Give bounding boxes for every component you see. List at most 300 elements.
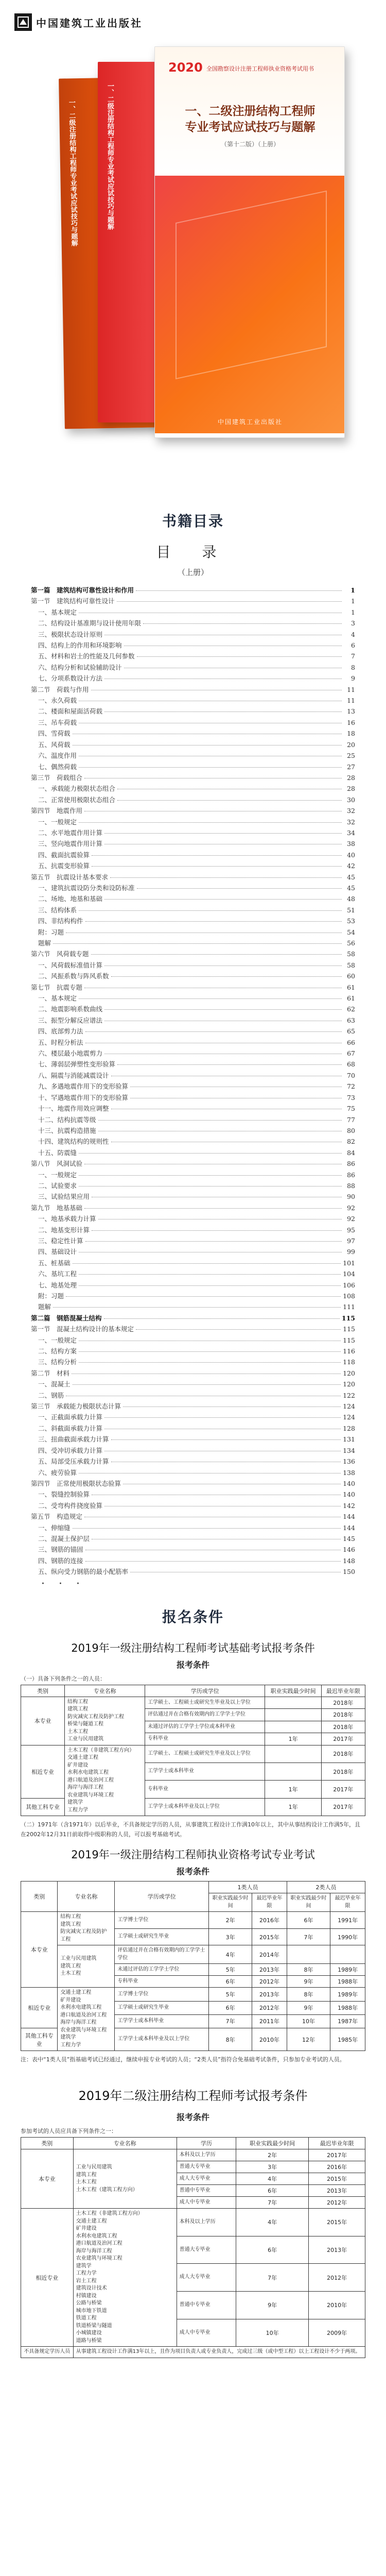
book-cover-section [0, 0, 386, 495]
table-header-row [21, 1685, 365, 1697]
graduation-year-cell: 1989年 [330, 1964, 365, 1976]
table-row [21, 1945, 365, 1964]
category-cell: 本专业 [21, 1912, 58, 1988]
graduation-year-cell: 2010年 [309, 2291, 365, 2319]
toc-entry [31, 1136, 355, 1147]
toc-leader-dots [53, 943, 342, 944]
graduation-year-cell [330, 1945, 365, 1964]
major-cell: 土木工程（非建筑工程方向） 交通土建工程 矿井建设 水利水电建筑工程 港口航道及治河工程 海岸与海洋工程 农业建筑与环境工程 建筑学 工程力学 岩土工程 建筑设计技术 村镇建设 公路与桥梁 城市地下铁道 铁道工程 铁道桥梁与隧道 小城镇建设 道路与桥梁 [73, 2209, 177, 2347]
toc-entry-page: 88 [347, 1181, 355, 1190]
toc-entry-page: 1 [351, 597, 355, 605]
toc-entry [31, 1544, 355, 1555]
toc-entry-page: 131 [343, 1435, 355, 1444]
toc-leader-dots [98, 1120, 342, 1121]
toc-entry-page: 101 [343, 1259, 355, 1267]
degree-cell: 普通中专毕业 [177, 2291, 236, 2319]
toc-entry-title: 一、风荷载标准值计算 [38, 961, 103, 969]
practice-years-cell: 4年 [236, 2209, 309, 2236]
table-header-cell: 类别 [21, 1685, 65, 1697]
toc-entry-title: 第三节 承载能力极限状态计算 [31, 1402, 121, 1411]
toc-entry-title: 二、楼面和屋面活荷载 [38, 707, 103, 716]
toc-entry [31, 1059, 355, 1070]
toc-entry-page: 140 [343, 1490, 355, 1499]
table-header-row [21, 2138, 365, 2149]
practice-years-cell: 6年 [209, 1976, 252, 1988]
graduation-year-cell: 2014年 [252, 1945, 287, 1964]
toc-entry-title: 二、地震影响系数曲线 [38, 1005, 103, 1013]
toc-entry [31, 728, 355, 739]
toc-leader-dots [73, 1384, 341, 1385]
toc-entry-page: 32 [347, 807, 355, 815]
toc-entry-title: 六、温度作用 [38, 752, 77, 760]
toc-entry-page: 128 [343, 1424, 355, 1432]
exam-table-3-subtitle: 报考条件 [176, 2112, 209, 2123]
toc-entry-title: 三、扭曲截面承载力计算 [38, 1435, 109, 1444]
degree-cell: 普通中专毕业 [177, 2185, 236, 2197]
toc-entry-page: 75 [347, 1105, 355, 1113]
practice-years-cell [287, 1945, 330, 1964]
exam-table-2 [21, 1881, 365, 2051]
table-of-contents [0, 541, 386, 1590]
graduation-year-cell: 2016年 [252, 1912, 287, 1929]
toc-entry-page: 115 [343, 1336, 355, 1344]
toc-entry-page: 77 [347, 1115, 355, 1124]
toc-entry [31, 794, 355, 805]
category-cell: 本专业 [21, 2149, 74, 2209]
table-header-cell: 学历或学位 [115, 1882, 209, 1912]
toc-entry [31, 1246, 355, 1257]
toc-entry [31, 860, 355, 871]
toc-entry [31, 971, 355, 981]
toc-entry-page: 67 [347, 1049, 355, 1058]
toc-leader-dots [79, 822, 342, 823]
toc-entry-title: 一、基本规定 [38, 608, 77, 616]
toc-entry-page: 32 [347, 818, 355, 826]
graduation-year-cell: 2018年 [321, 1709, 365, 1721]
toc-entry-title: 第三节 荷载组合 [31, 773, 83, 782]
toc-entry-page: 54 [347, 928, 355, 936]
degree-cell: 普通大专毕业 [177, 2161, 236, 2173]
graduation-year-cell: 2018年 [321, 1721, 365, 1733]
graduation-year-cell: 2018年 [321, 1762, 365, 1780]
table-header-cell: 职业实践最少时间 [209, 1893, 252, 1912]
toc-entry-title: 十五、防震缝 [38, 1148, 77, 1157]
graduation-year-cell: 1989年 [330, 1988, 365, 2001]
toc-entry-title: 第四节 正常使用极限状态验算 [31, 1479, 121, 1487]
table-header-cell: 最迟毕业年限 [309, 2138, 365, 2149]
exam-table-1-title: 2019年一级注册结构工程师考试基础考试报考条件 [71, 1641, 315, 1654]
exam-table-2-paragraph: 注：表中“1类人员”指基础考试已经通过，继续申报专业考试的人员；“2类人员”指符合免基础考试条件，只参加专业考试的人员。 [21, 2056, 345, 2063]
table-row [21, 1745, 365, 1762]
toc-entry-page: 40 [347, 851, 355, 859]
toc-entry [31, 1401, 355, 1412]
book-spine-title: 一、二级注册结构工程师专业考试应试技巧与题解 [67, 99, 78, 247]
category-cell: 相近专业 [21, 2209, 74, 2347]
graduation-year-cell: 2018年 [321, 1745, 365, 1762]
toc-entry [31, 805, 355, 816]
exam-table-2-title: 2019年一级注册结构工程师执业资格考试专业考试 [71, 1849, 315, 1861]
toc-entry [31, 618, 355, 629]
toc-entry-page: 9 [351, 674, 355, 683]
toc-entry [31, 1434, 355, 1445]
toc-entry-page: 1 [351, 608, 355, 616]
table-header-cell: 最迟毕业年限 [321, 1685, 365, 1697]
toc-list [31, 585, 355, 1578]
exam-table-1 [21, 1685, 365, 1817]
toc-entry [31, 1070, 355, 1081]
cover-graphic [155, 176, 345, 433]
major-cell: 结构工程 建筑工程 防灾减灾工程及防护工程 [58, 1912, 115, 1945]
toc-entry-title: 五、材料和岩土的性能及几何参数 [38, 652, 135, 660]
book-cover-front [154, 46, 345, 438]
table-header-cell: 专业名称 [73, 2138, 177, 2149]
toc-leader-dots [79, 1175, 342, 1176]
toc-entry [31, 993, 355, 1004]
practice-years-cell: 12年 [287, 2028, 330, 2051]
practice-years-cell: 1年 [265, 1733, 321, 1745]
toc-entry-title: 四、雪荷载 [38, 730, 71, 738]
toc-entry-page: 144 [343, 1523, 355, 1532]
major-cell: 工业与民用建筑 建筑工程 土木工程 [58, 1945, 115, 1988]
conditions-title: 报名条件 [162, 1608, 224, 1625]
toc-entry-page: 11 [347, 697, 355, 705]
toc-leader-dots [143, 623, 342, 624]
toc-entry [31, 1258, 355, 1268]
toc-entry-page: 34 [347, 828, 355, 837]
graduation-year-cell: 2013年 [252, 1964, 287, 1976]
toc-entry-page: 150 [343, 1568, 355, 1576]
toc-entry-page: 4 [351, 630, 355, 638]
toc-leader-dots [79, 910, 342, 911]
graduation-year-cell: 1987年 [330, 2014, 365, 2028]
graduation-year-cell: 2015年 [309, 2173, 365, 2185]
toc-entry [31, 673, 355, 684]
toc-entry [31, 1225, 355, 1235]
toc-entry [31, 938, 355, 948]
toc-entry-page: 116 [343, 1347, 355, 1355]
toc-entry [31, 1423, 355, 1434]
practice-years-cell: 1年 [265, 1798, 321, 1816]
toc-entry-title: 二、水平地震作用计算 [38, 828, 103, 837]
toc-entry-title: 一、基本规定 [38, 994, 77, 1003]
toc-entry-page: 1 [350, 586, 355, 594]
toc-entry-title: 六、结构分析和试验辅助设计 [38, 663, 122, 671]
table-header-cell: 学历或学位 [145, 1685, 265, 1697]
exam-table-3 [21, 2137, 365, 2358]
practice-years-cell [265, 1745, 321, 1762]
table-group-header-row [21, 1882, 365, 1893]
toc-entry [31, 1170, 355, 1180]
degree-cell: 工学学士或本科毕业及以上学位 [145, 1798, 265, 1816]
table-group-header-cell: 1类人员 [209, 1882, 287, 1893]
toc-entry-title: 四、截面抗震验算 [38, 851, 90, 859]
practice-years-cell: 6年 [287, 1912, 330, 1929]
toc-leader-dots [91, 954, 342, 955]
toc-entry-page: 20 [347, 740, 355, 749]
toc-entry-title: 第四节 地震作用 [31, 807, 83, 815]
toc-entry-title: 附：习题 [38, 928, 64, 936]
toc-entry-page: 118 [343, 1358, 355, 1366]
cover-publisher: 中国建筑工业出版社 [217, 418, 283, 426]
practice-years-cell: 6年 [209, 2001, 252, 2014]
toc-entry [31, 1092, 355, 1103]
graduation-year-cell: 2015年 [252, 1928, 287, 1945]
catalog-section [0, 495, 386, 1590]
exam-table-3-block [0, 2086, 386, 2358]
toc-leader-dots [79, 1351, 341, 1352]
toc-entry [31, 982, 355, 993]
toc-entry-title: 五、抗震变形验算 [38, 862, 90, 870]
toc-entry-page: 61 [347, 994, 355, 1003]
degree-cell: 专科毕业 [145, 1733, 265, 1745]
toc-leader-dots [104, 711, 342, 712]
requirement-cell: 从事建筑工程设计工作满13年以上，且作为项目负责人或专业负责人，完成过三级（或中型工程）以上工程设计不少于两项。 [73, 2347, 365, 2358]
toc-entry-title: 一、裂缝控制验算 [38, 1490, 90, 1499]
exam-table-2-block [0, 1846, 386, 2065]
table-header-cell: 学历 [177, 2138, 236, 2149]
toc-entry [31, 772, 355, 783]
toc-entry [31, 1368, 355, 1379]
toc-entry-title: 二、地基变形计算 [38, 1226, 90, 1234]
practice-years-cell: 9年 [287, 2001, 330, 2014]
toc-entry-page: 86 [347, 1160, 355, 1168]
degree-cell: 未通过评估的工学学士学位 [115, 1964, 209, 1976]
table-row [21, 1912, 365, 1929]
toc-entry-page: 61 [347, 983, 355, 991]
toc-leader-dots [85, 1241, 342, 1242]
toc-entry-title: 七、分项系数设计方法 [38, 674, 103, 683]
toc-entry-title: 十三、抗震构造措施 [38, 1126, 96, 1134]
toc-leader-dots [110, 877, 342, 878]
graduation-year-cell: 2011年 [252, 2014, 287, 2028]
category-cell: 其他工科专业 [21, 1798, 65, 1816]
toc-leader-dots [79, 998, 342, 999]
toc-leader-dots [79, 1274, 341, 1275]
graduation-year-cell: 2016年 [309, 2161, 365, 2173]
toc-entry-page: 111 [343, 1303, 355, 1311]
toc-entry-title: 四、受冲切承载力计算 [38, 1446, 103, 1454]
degree-cell: 工学博士学位 [115, 1988, 209, 2001]
table-header-cell: 类别 [21, 2138, 74, 2149]
toc-leader-dots [136, 1329, 341, 1330]
toc-entry-page: 25 [347, 752, 355, 760]
toc-entry [31, 1147, 355, 1158]
graduation-year-cell: 2012年 [309, 2197, 365, 2209]
toc-entry-title: 一、承载能力极限状态组合 [38, 785, 116, 793]
graduation-year-cell: 2017年 [321, 1781, 365, 1798]
toc-entry [31, 1478, 355, 1489]
cover-title-line1: 一、二级注册结构工程师 [185, 105, 315, 118]
toc-entry [31, 1158, 355, 1169]
toc-entry-page: 90 [347, 1193, 355, 1201]
toc-entry [31, 960, 355, 971]
toc-entry [31, 1346, 355, 1357]
toc-entry-title: 第五节 构造规定 [31, 1513, 83, 1521]
graduation-year-cell: 1988年 [330, 1976, 365, 1988]
category-cell: 本专业 [21, 1697, 65, 1745]
graduation-year-cell: 2013年 [309, 2236, 365, 2264]
toc-entry-page: 73 [347, 1093, 355, 1101]
toc-entry [31, 1456, 355, 1467]
toc-entry-page: 6 [351, 641, 355, 650]
table-header-cell: 职业实践最少时间 [287, 1893, 330, 1912]
toc-entry-title: 第二节 荷载与作用 [31, 685, 89, 693]
graduation-year-cell: 1985年 [330, 2028, 365, 2051]
publisher-logo [14, 13, 143, 31]
exam-table-1-paragraph: （二）1971年（含1971年）以后毕业，不具备规定学历的人员，从事建筑工程设计工作满10年以上，其中从事结构设计工作满5年，且在2002年12月31日前取得中级职称的人员，可以报考基础考试。 [21, 1821, 360, 1838]
toc-volume: （上册） [177, 568, 208, 577]
graduation-year-cell: 2015年 [309, 2209, 365, 2236]
practice-years-cell [265, 1709, 321, 1721]
toc-leader-dots [104, 1318, 340, 1319]
conditions-section [0, 1590, 386, 2358]
degree-cell: 工学硕士、工程硕士或研究生毕业及以上学位 [145, 1697, 265, 1709]
category-cell: 不具备规定学历人员 [21, 2347, 74, 2358]
toc-leader-dots [79, 1186, 342, 1187]
toc-leader-dots [117, 1064, 342, 1065]
toc-leader-dots [85, 921, 342, 922]
practice-years-cell [265, 1721, 321, 1733]
toc-entry-page: 65 [347, 1027, 355, 1036]
toc-entry [31, 1180, 355, 1191]
toc-entry-page: 66 [347, 1038, 355, 1046]
toc-entry [31, 893, 355, 904]
toc-entry-page: 53 [347, 917, 355, 925]
toc-entry-title: 九、多遇地震作用下的变形验算 [38, 1082, 129, 1091]
toc-leader-dots [92, 866, 342, 867]
toc-entry [31, 1026, 355, 1037]
toc-entry [31, 1015, 355, 1026]
toc-leader-dots [73, 1263, 341, 1264]
toc-entry [31, 1313, 355, 1324]
toc-entry-page: 62 [347, 1005, 355, 1013]
degree-cell: 本科及以上学历 [177, 2149, 236, 2161]
degree-cell: 评估通过并在合格有效期内的工学学士学位 [115, 1945, 209, 1964]
toc-leader-dots [104, 965, 342, 966]
toc-entry [31, 827, 355, 838]
toc-entry-title: 二、钢筋 [38, 1391, 64, 1399]
toc-leader-dots [92, 855, 342, 856]
toc-entry [31, 817, 355, 827]
practice-years-cell [265, 1762, 321, 1780]
toc-entry-page: 124 [343, 1402, 355, 1411]
table-header-cell: 类别 [21, 1882, 58, 1912]
practice-years-cell: 5年 [209, 1964, 252, 1976]
toc-entry-title: 一、建筑抗震设防分类和设防标准 [38, 884, 135, 892]
toc-entry-page: 120 [343, 1380, 355, 1388]
table-group-header-cell: 2类人员 [287, 1882, 365, 1893]
toc-entry-page: 45 [347, 873, 355, 881]
toc-entry-title: 六、疲劳验算 [38, 1468, 77, 1477]
toc-leader-dots [85, 1031, 342, 1032]
toc-entry [31, 1048, 355, 1059]
toc-leader-dots [111, 976, 342, 977]
toc-entry-title: 七、薄弱层弹塑性变形验算 [38, 1060, 116, 1069]
practice-years-cell: 9年 [236, 2291, 309, 2319]
degree-cell: 工学博士学位 [115, 1912, 209, 1929]
degree-cell: 专科毕业 [145, 1781, 265, 1798]
toc-entry [31, 684, 355, 695]
degree-cell: 工学硕士或研究生毕业 [115, 1928, 209, 1945]
degree-cell: 工学学士或本科毕业 [115, 2014, 209, 2028]
toc-entry-page: 28 [347, 773, 355, 782]
degree-cell: 工学硕士、工程硕士或研究生毕业及以上学位 [145, 1745, 265, 1762]
toc-entry-page: 140 [343, 1479, 355, 1487]
cover-year: 2020 [168, 60, 203, 75]
major-cell: 工业与民用建筑 建筑工程 土木工程 土木工程（建筑工程方向） [73, 2149, 177, 2209]
toc-entry [31, 1004, 355, 1014]
toc-entry-title: 十二、结构抗震等级 [38, 1115, 96, 1124]
toc-entry [31, 1103, 355, 1114]
toc-entry-page: 38 [347, 840, 355, 848]
toc-entry-page: 82 [347, 1138, 355, 1146]
toc-entry-page: 148 [343, 1556, 355, 1565]
toc-entry-page: 16 [347, 718, 355, 726]
graduation-year-cell: 1991年 [330, 1912, 365, 1929]
exam-table-1-note: （一）具备下列条件之一的人员： [21, 1675, 106, 1682]
toc-leader-dots [79, 767, 342, 768]
toc-leader-dots [53, 1307, 341, 1308]
toc-entry [31, 1522, 355, 1533]
graduation-year-cell: 2013年 [252, 1988, 287, 2001]
toc-leader-dots [123, 1406, 341, 1407]
toc-entry-page: 144 [343, 1513, 355, 1521]
toc-entry-title: 三、试验结果应用 [38, 1193, 90, 1201]
toc-entry-title: 第九节 地基基础 [31, 1204, 83, 1212]
exam-table-2-subtitle: 报考条件 [176, 1867, 209, 1877]
toc-entry-title: 三、稳定性计算 [38, 1236, 83, 1245]
toc-entry-page: 95 [347, 1226, 355, 1234]
degree-cell: 专科毕业 [115, 1976, 209, 1988]
toc-entry [31, 1202, 355, 1213]
toc-entry-page: 145 [343, 1534, 355, 1543]
toc-leader-dots [84, 1208, 342, 1209]
toc-entry-page: 63 [347, 1016, 355, 1024]
toc-entry-page: 115 [343, 1325, 355, 1333]
toc-leader-dots [79, 1362, 341, 1363]
toc-entry-title: 四、非结构构件 [38, 917, 83, 925]
table-row [21, 2149, 365, 2161]
cover-series: 全国勘察设计注册工程师执业资格考试用书 [206, 65, 314, 72]
table-header-cell: 最迟毕业年限 [330, 1893, 365, 1912]
degree-cell: 未通过评估的工学学士学位或本科毕业 [145, 1721, 265, 1733]
toc-entry-title: 二、风振系数与阵风系数 [38, 972, 109, 980]
toc-entry-page: 92 [347, 1215, 355, 1223]
table-row [21, 1988, 365, 2001]
practice-years-cell: 8年 [209, 2028, 252, 2051]
practice-years-cell: 7年 [287, 1928, 330, 1945]
toc-entry-title: 二、场地、地基和基础 [38, 895, 103, 903]
toc-leader-dots [137, 888, 342, 889]
toc-entry [31, 761, 355, 772]
toc-entry [31, 872, 355, 883]
toc-entry-title: 一、一般规定 [38, 818, 77, 826]
degree-cell: 成人大专毕业 [177, 2264, 236, 2292]
practice-years-cell: 1年 [265, 1781, 321, 1798]
degree-cell: 本科及以上学历 [177, 2209, 236, 2236]
toc-leader-dots [66, 1296, 341, 1297]
toc-leader-dots [79, 1153, 342, 1154]
toc-entry [31, 1335, 355, 1346]
practice-years-cell: 8年 [287, 1988, 330, 2001]
toc-entry-title: 一、伸缩缝 [38, 1523, 71, 1532]
toc-entry-title: 四、底部剪力法 [38, 1027, 83, 1036]
table-row [21, 2209, 365, 2236]
toc-entry [31, 1511, 355, 1522]
toc-entry-page: 108 [343, 1292, 355, 1300]
exam-table-1-block [0, 1640, 386, 1840]
toc-entry-title: 三、结构分析 [38, 1358, 77, 1366]
